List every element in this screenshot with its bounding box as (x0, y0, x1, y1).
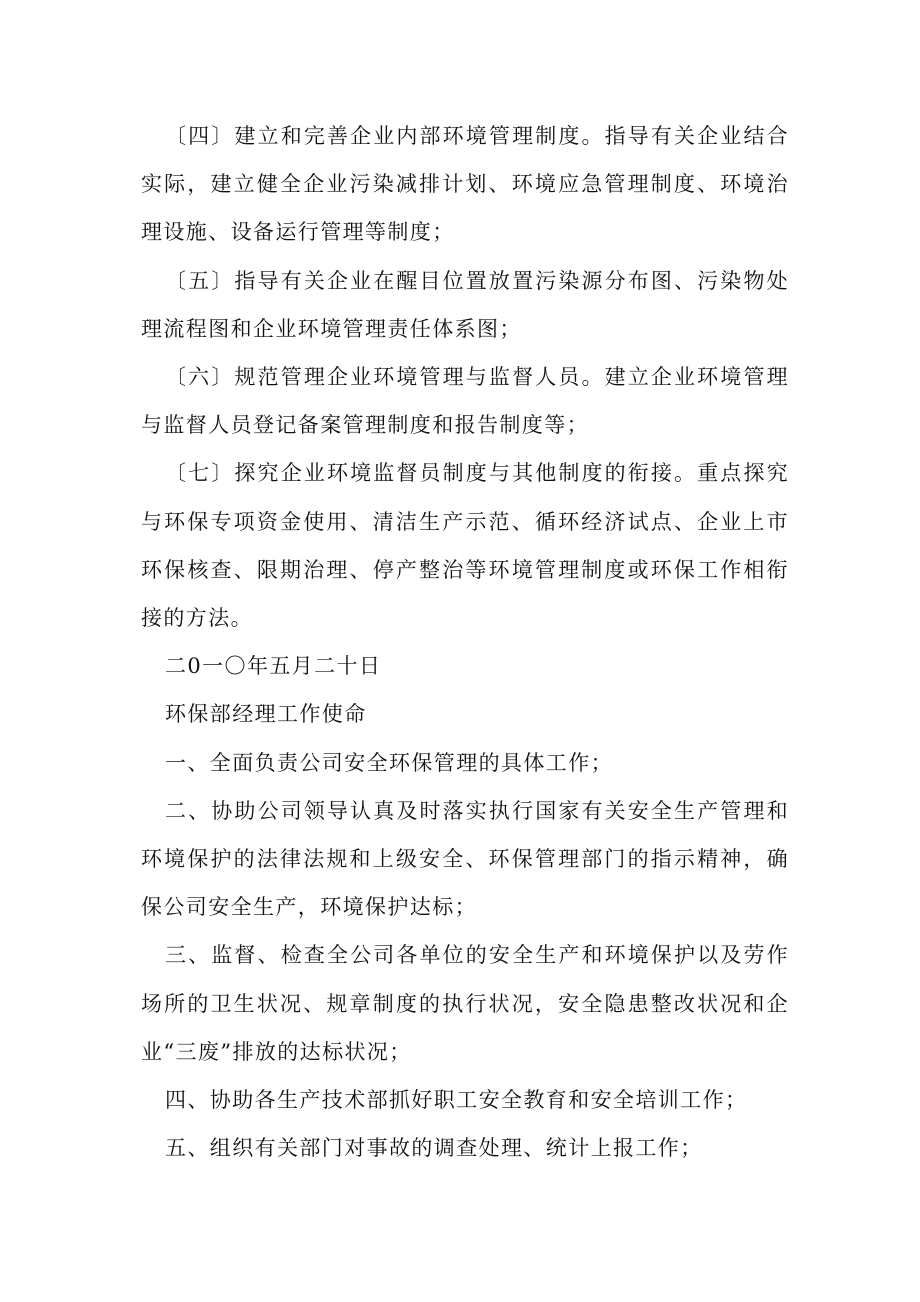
section-title: 环保部经理工作使命 (165, 702, 367, 727)
document-body (141, 112, 789, 1172)
paragraph-si: 〔四〕建立和完善企业内部环境管理制度。指导有关企业结合实际，建立健全企业污染减排计划、环境应急管理制度、环境治理设施、设备运行管理等制度； (141, 124, 789, 245)
duty-item-1: 一、全面负责公司安全环保管理的具体工作； (165, 750, 613, 775)
duty-item-2: 二、协助公司领导认真及时落实执行国家有关安全生产管理和环境保护的法律法规和上级安全、环保管理部门的指示精神，确保公司安全生产，环境保护达标； (141, 798, 789, 920)
paragraph-liu: 〔六〕规范管理企业环境管理与监督人员。建立企业环境管理与监督人员登记备案管理制度和报告制度等； (141, 365, 789, 438)
date-line: 二0一〇年五月二十日 (165, 654, 382, 679)
paragraph-qi: 〔七〕探究企业环境监督员制度与其他制度的衔接。重点探究与环保专项资金使用、清洁生产示范、循环经济试点、企业上市环保核查、限期治理、停产整治等环境管理制度或环保工作相衔接的方法。 (141, 461, 789, 631)
duty-item-4: 四、协助各生产技术部抓好职工安全教育和安全培训工作； (165, 1088, 748, 1113)
paragraph-wu: 〔五〕指导有关企业在醒目位置放置污染源分布图、污染物处理流程图和企业环境管理责任体系图； (141, 268, 789, 341)
duty-item-5: 五、组织有关部门对事故的调查处理、统计上报工作； (165, 1136, 703, 1161)
duty-item-3: 三、监督、检查全公司各单位的安全生产和环境保护以及劳作场所的卫生状况、规章制度的执行状况，安全隐患整改状况和企业“三废”排放的达标状况； (141, 943, 789, 1064)
